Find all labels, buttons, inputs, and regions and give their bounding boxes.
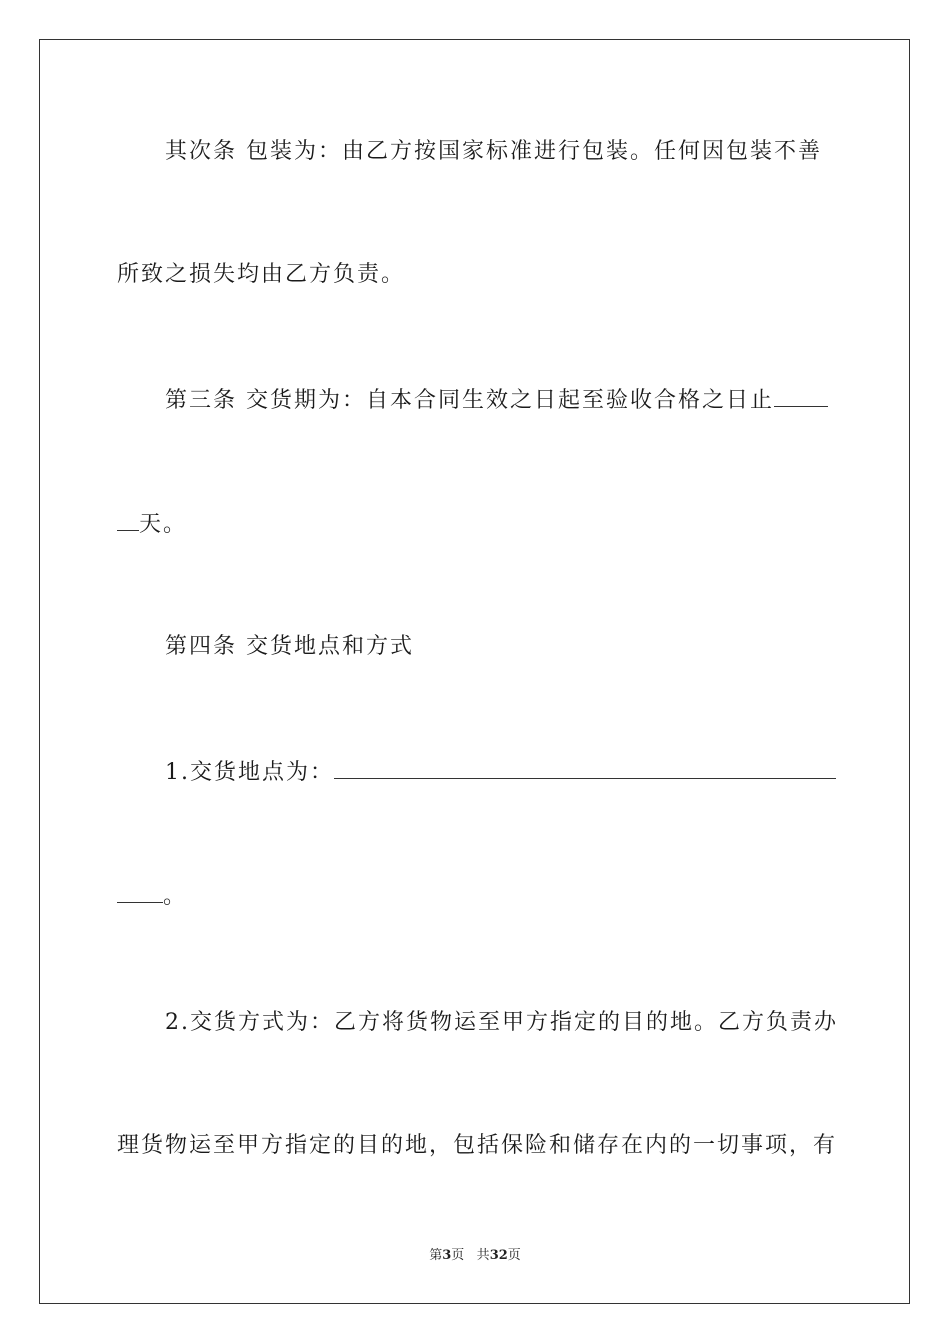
current-page-number: 3	[442, 1248, 452, 1263]
total-page-count: 32	[489, 1248, 508, 1263]
page-border	[39, 39, 910, 1304]
item-1-label: 1.交货地点为：	[165, 760, 334, 785]
days-blank-cont	[117, 508, 139, 531]
item-1-line-1	[165, 756, 836, 788]
clause-3-suffix: 天。	[139, 512, 188, 537]
clause-2-line-1: 其次条 包装为：由乙方按国家标准进行包装。任何因包装不善	[165, 139, 822, 164]
delivery-location-blank-cont	[117, 880, 163, 903]
page-footer	[0, 1247, 950, 1265]
clause-3-text: 第三条 交货期为：自本合同生效之日起至验收合格之日止	[165, 388, 774, 413]
item-2-line-2: 理货物运至甲方指定的目的地，包括保险和储存在内的一切事项，有	[117, 1133, 838, 1158]
item-1-end: 。	[163, 884, 188, 909]
clause-2-line-2: 所致之损失均由乙方负责。	[117, 262, 406, 287]
delivery-location-blank	[334, 756, 836, 779]
total-prefix: 共	[476, 1248, 490, 1263]
page-suffix: 页	[451, 1248, 465, 1263]
clause-4-title: 第四条 交货地点和方式	[165, 634, 414, 659]
item-2-line-1: 2.交货方式为：乙方将货物运至甲方指定的目的地。乙方负责办	[165, 1010, 838, 1035]
page-prefix: 第	[429, 1248, 443, 1263]
clause-3-line-1	[165, 384, 828, 416]
clause-3-line-2	[117, 508, 187, 540]
days-blank	[774, 384, 828, 407]
item-1-line-2	[117, 880, 187, 912]
total-suffix: 页	[507, 1248, 521, 1263]
